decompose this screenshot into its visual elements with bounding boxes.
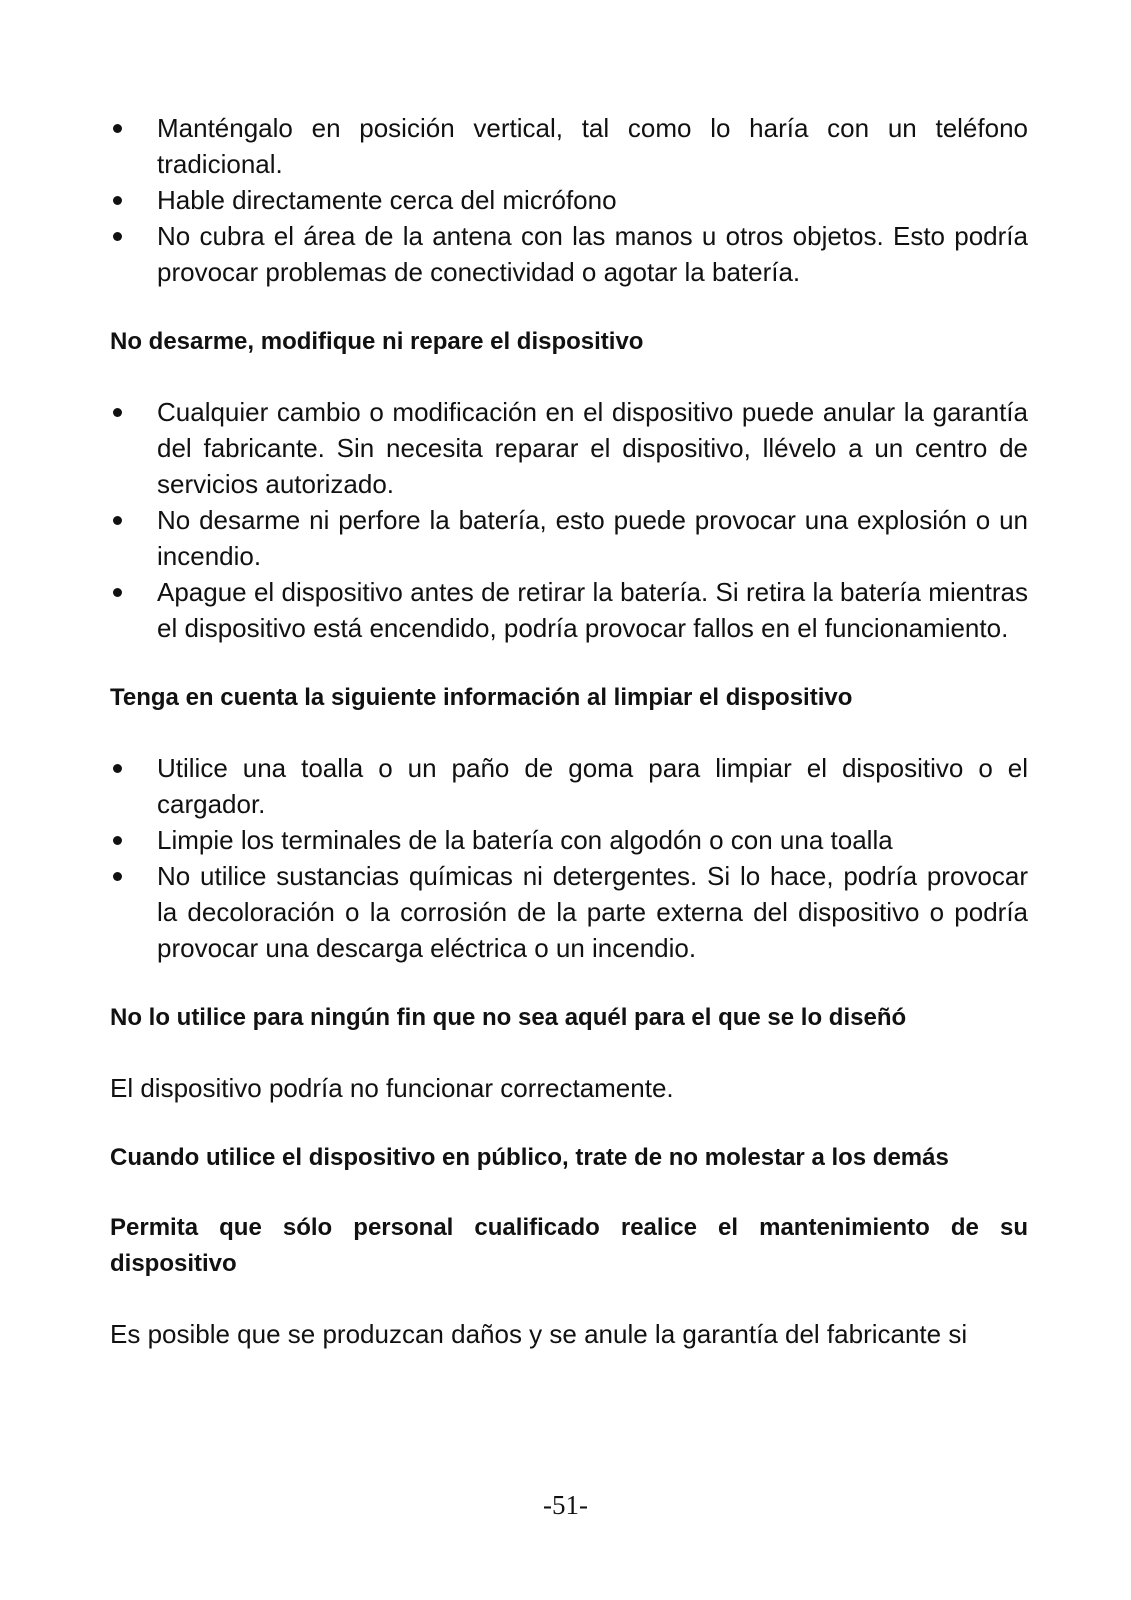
section-heading-no-desarme: No desarme, modifique ni repare el dispositivo bbox=[110, 328, 644, 355]
list-item-text: Utilice una toalla o un paño de goma para limpiar el dispositivo o el cargador. bbox=[157, 753, 1028, 819]
bullet-list-repair bbox=[110, 394, 1028, 646]
paragraph-mantenimiento: Es posible que se produzcan daños y se anule la garantía del fabricante si bbox=[110, 1319, 968, 1349]
page-number: -51- bbox=[543, 1490, 588, 1520]
list-item bbox=[110, 218, 1028, 290]
list-item bbox=[110, 822, 1028, 858]
list-item bbox=[110, 394, 1028, 502]
bullet-icon bbox=[113, 836, 122, 845]
list-item bbox=[110, 858, 1028, 966]
paragraph-uso: El dispositivo podría no funcionar correctamente. bbox=[110, 1073, 674, 1103]
list-item bbox=[110, 182, 1028, 218]
list-item bbox=[110, 110, 1028, 182]
list-item bbox=[110, 502, 1028, 574]
list-item bbox=[110, 750, 1028, 822]
list-item-text: No cubra el área de la antena con las manos u otros objetos. Esto podría provocar problemas de conectividad o agotar la batería. bbox=[157, 221, 1028, 287]
bullet-icon bbox=[113, 872, 122, 881]
list-item-text: Hable directamente cerca del micrófono bbox=[157, 185, 617, 215]
bullet-icon bbox=[113, 124, 122, 133]
list-item-text: Manténgalo en posición vertical, tal como lo haría con un teléfono tradicional. bbox=[157, 113, 1028, 179]
bullet-list-usage bbox=[110, 110, 1028, 290]
list-item-text: Apague el dispositivo antes de retirar la batería. Si retira la batería mientras el dispositivo está encendido, podría provocar fallos en el funcionamiento. bbox=[157, 577, 1028, 643]
document-page bbox=[110, 110, 1028, 1352]
bullet-list-cleaning bbox=[110, 750, 1028, 966]
bullet-icon bbox=[113, 196, 122, 205]
section-heading-publico: Cuando utilice el dispositivo en público, trate de no molestar a los demás bbox=[110, 1144, 949, 1171]
section-heading-limpiar: Tenga en cuenta la siguiente información al limpiar el dispositivo bbox=[110, 684, 853, 711]
list-item-text: Cualquier cambio o modificación en el dispositivo puede anular la garantía del fabricante. Sin necesita reparar el dispositivo, llévelo a un centro de servicios autorizado. bbox=[157, 397, 1028, 499]
list-item-text: Limpie los terminales de la batería con algodón o con una toalla bbox=[157, 825, 893, 855]
bullet-icon bbox=[113, 232, 122, 241]
bullet-icon bbox=[113, 408, 122, 417]
bullet-icon bbox=[113, 764, 122, 773]
section-heading-uso: No lo utilice para ningún fin que no sea aquél para el que se lo diseñó bbox=[110, 1004, 907, 1031]
section-heading-mantenimiento: Permita que sólo personal cualificado realice el mantenimiento de su dispositivo bbox=[110, 1214, 1028, 1277]
list-item bbox=[110, 574, 1028, 646]
bullet-icon bbox=[113, 516, 122, 525]
list-item-text: No utilice sustancias químicas ni detergentes. Si lo hace, podría provocar la decoloración o la corrosión de la parte externa del dispositivo o podría provocar una descarga eléctrica o un incendio. bbox=[157, 861, 1028, 963]
list-item-text: No desarme ni perfore la batería, esto puede provocar una explosión o un incendio. bbox=[157, 505, 1028, 571]
bullet-icon bbox=[113, 588, 122, 597]
